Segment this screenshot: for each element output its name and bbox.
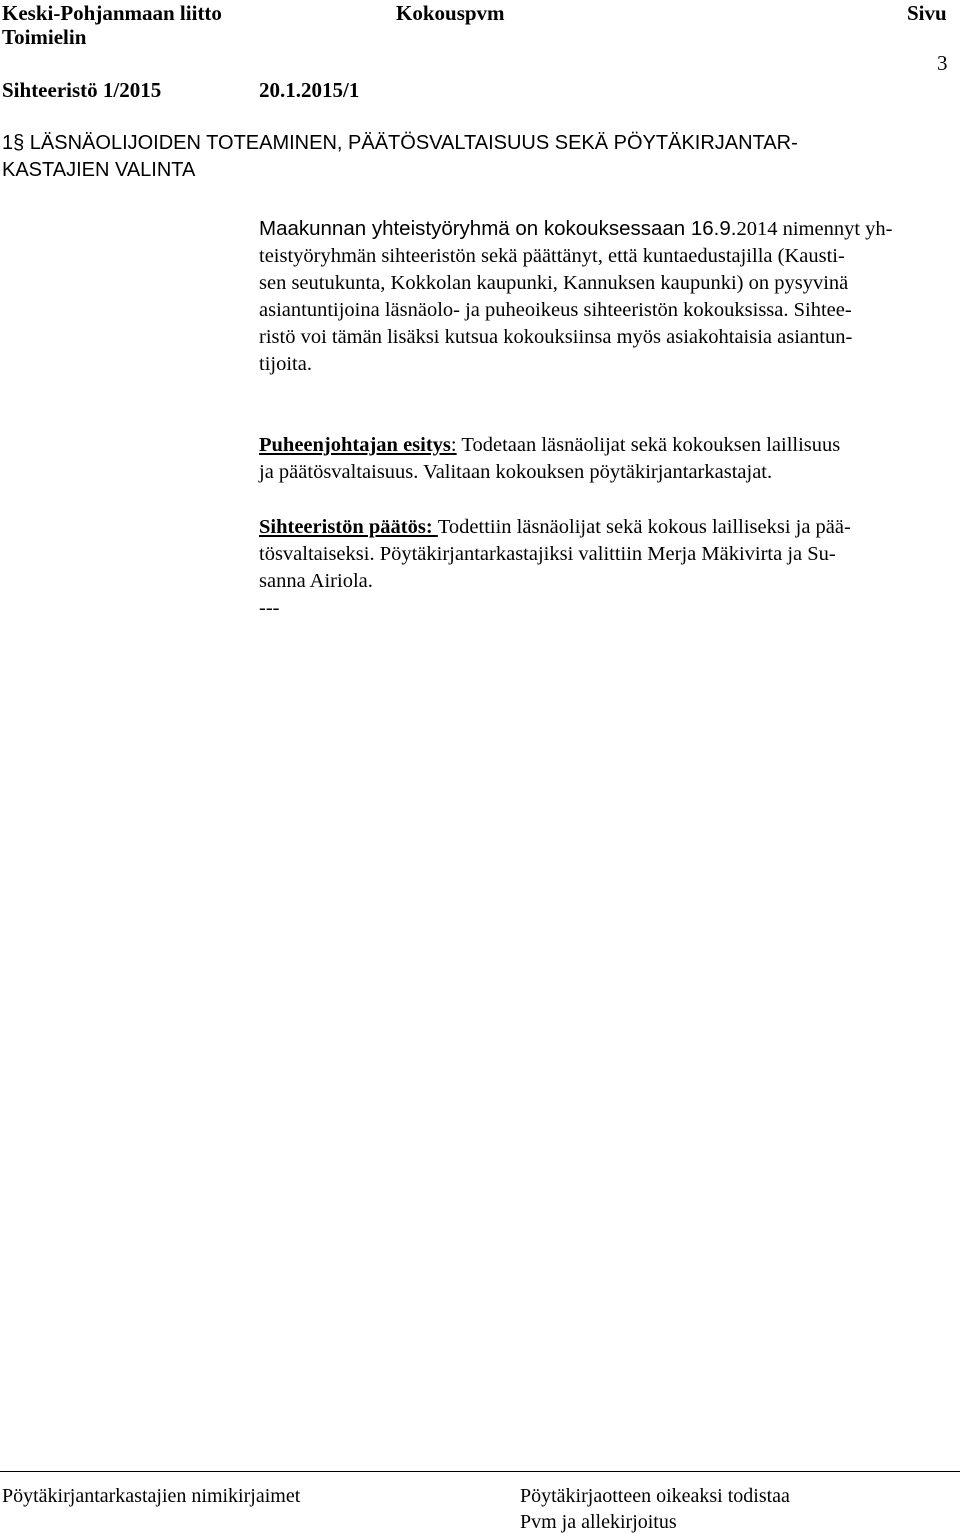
decision-line bbox=[259, 514, 949, 541]
decision-paragraph bbox=[259, 514, 949, 622]
intro-line: sen seutukunta, Kokkolan kaupunki, Kannuksen kaupunki) on pysyvinä bbox=[259, 272, 849, 294]
intro-sans-text: Maakunnan yhteistyöryhmä on kokouksessaan 16.9. bbox=[259, 217, 737, 240]
end-marker: --- bbox=[259, 597, 280, 619]
section-title-line-2: KASTAJIEN VALINTA bbox=[2, 159, 196, 181]
proposal-line: ja päätösvaltaisuus. Valitaan kokouksen pöytäkirjantarkastajat. bbox=[259, 461, 773, 483]
intro-line: asiantuntijoina läsnäolo- ja puheoikeus sihteeristön kokouksissa. Sihtee- bbox=[259, 299, 852, 321]
intro-line bbox=[259, 215, 949, 243]
chair-proposal-paragraph bbox=[259, 432, 949, 486]
page-number: 3 bbox=[937, 51, 948, 75]
intro-paragraph bbox=[259, 215, 949, 378]
decision-line: tösvaltaiseksi. Pöytäkirjantarkastajiksi valittiin Merja Mäkivirta ja Su- bbox=[259, 543, 836, 565]
footer-certified-label: Pöytäkirjaotteen oikeaksi todistaa bbox=[520, 1485, 790, 1507]
intro-line-1-rest: 2014 nimennyt yh- bbox=[736, 218, 893, 240]
intro-line: teistyöryhmän sihteeristön sekä päättänyt, että kuntaedustajilla (Kausti- bbox=[259, 245, 845, 267]
proposal-label: Puheenjohtajan esitys bbox=[259, 434, 451, 456]
decision-label: Sihteeristön päätös: bbox=[259, 516, 438, 538]
intro-line: tijoita. bbox=[259, 353, 312, 375]
intro-line: ristö voi tämän lisäksi kutsua kokouksiinsa myös asiakohtaisia asiantun- bbox=[259, 326, 853, 348]
body-label: Toimielin bbox=[2, 25, 87, 49]
decision-line: sanna Airiola. bbox=[259, 570, 373, 592]
proposal-line bbox=[259, 432, 949, 459]
body-name: Sihteeristö 1/2015 bbox=[2, 78, 162, 102]
footer-date-sign-label: Pvm ja allekirjoitus bbox=[520, 1511, 677, 1533]
meeting-date-item bbox=[259, 78, 359, 102]
item-number: 1 bbox=[348, 78, 360, 102]
page-label: Sivu bbox=[907, 1, 947, 25]
proposal-line-1-rest: Todetaan läsnäolijat sekä kokouksen laillisuus bbox=[456, 434, 841, 456]
meeting-date-label: Kokouspvm bbox=[396, 1, 505, 25]
proposal-colon: : bbox=[450, 434, 457, 456]
org-name: Keski-Pohjanmaan liitto bbox=[2, 1, 222, 25]
footer-initials-label: Pöytäkirjantarkastajien nimikirjaimet bbox=[2, 1485, 301, 1507]
section-title-line-1: 1§ LÄSNÄOLIJOIDEN TOTEAMINEN, PÄÄTÖSVALTAISUUS SEKÄ PÖYTÄKIRJANTAR- bbox=[2, 132, 798, 154]
decision-line-1-rest: Todettiin läsnäolijat sekä kokous lailliseksi ja pää- bbox=[437, 516, 851, 538]
footer-divider bbox=[0, 1471, 960, 1472]
meeting-date: 20.1.2015/ bbox=[259, 78, 349, 102]
